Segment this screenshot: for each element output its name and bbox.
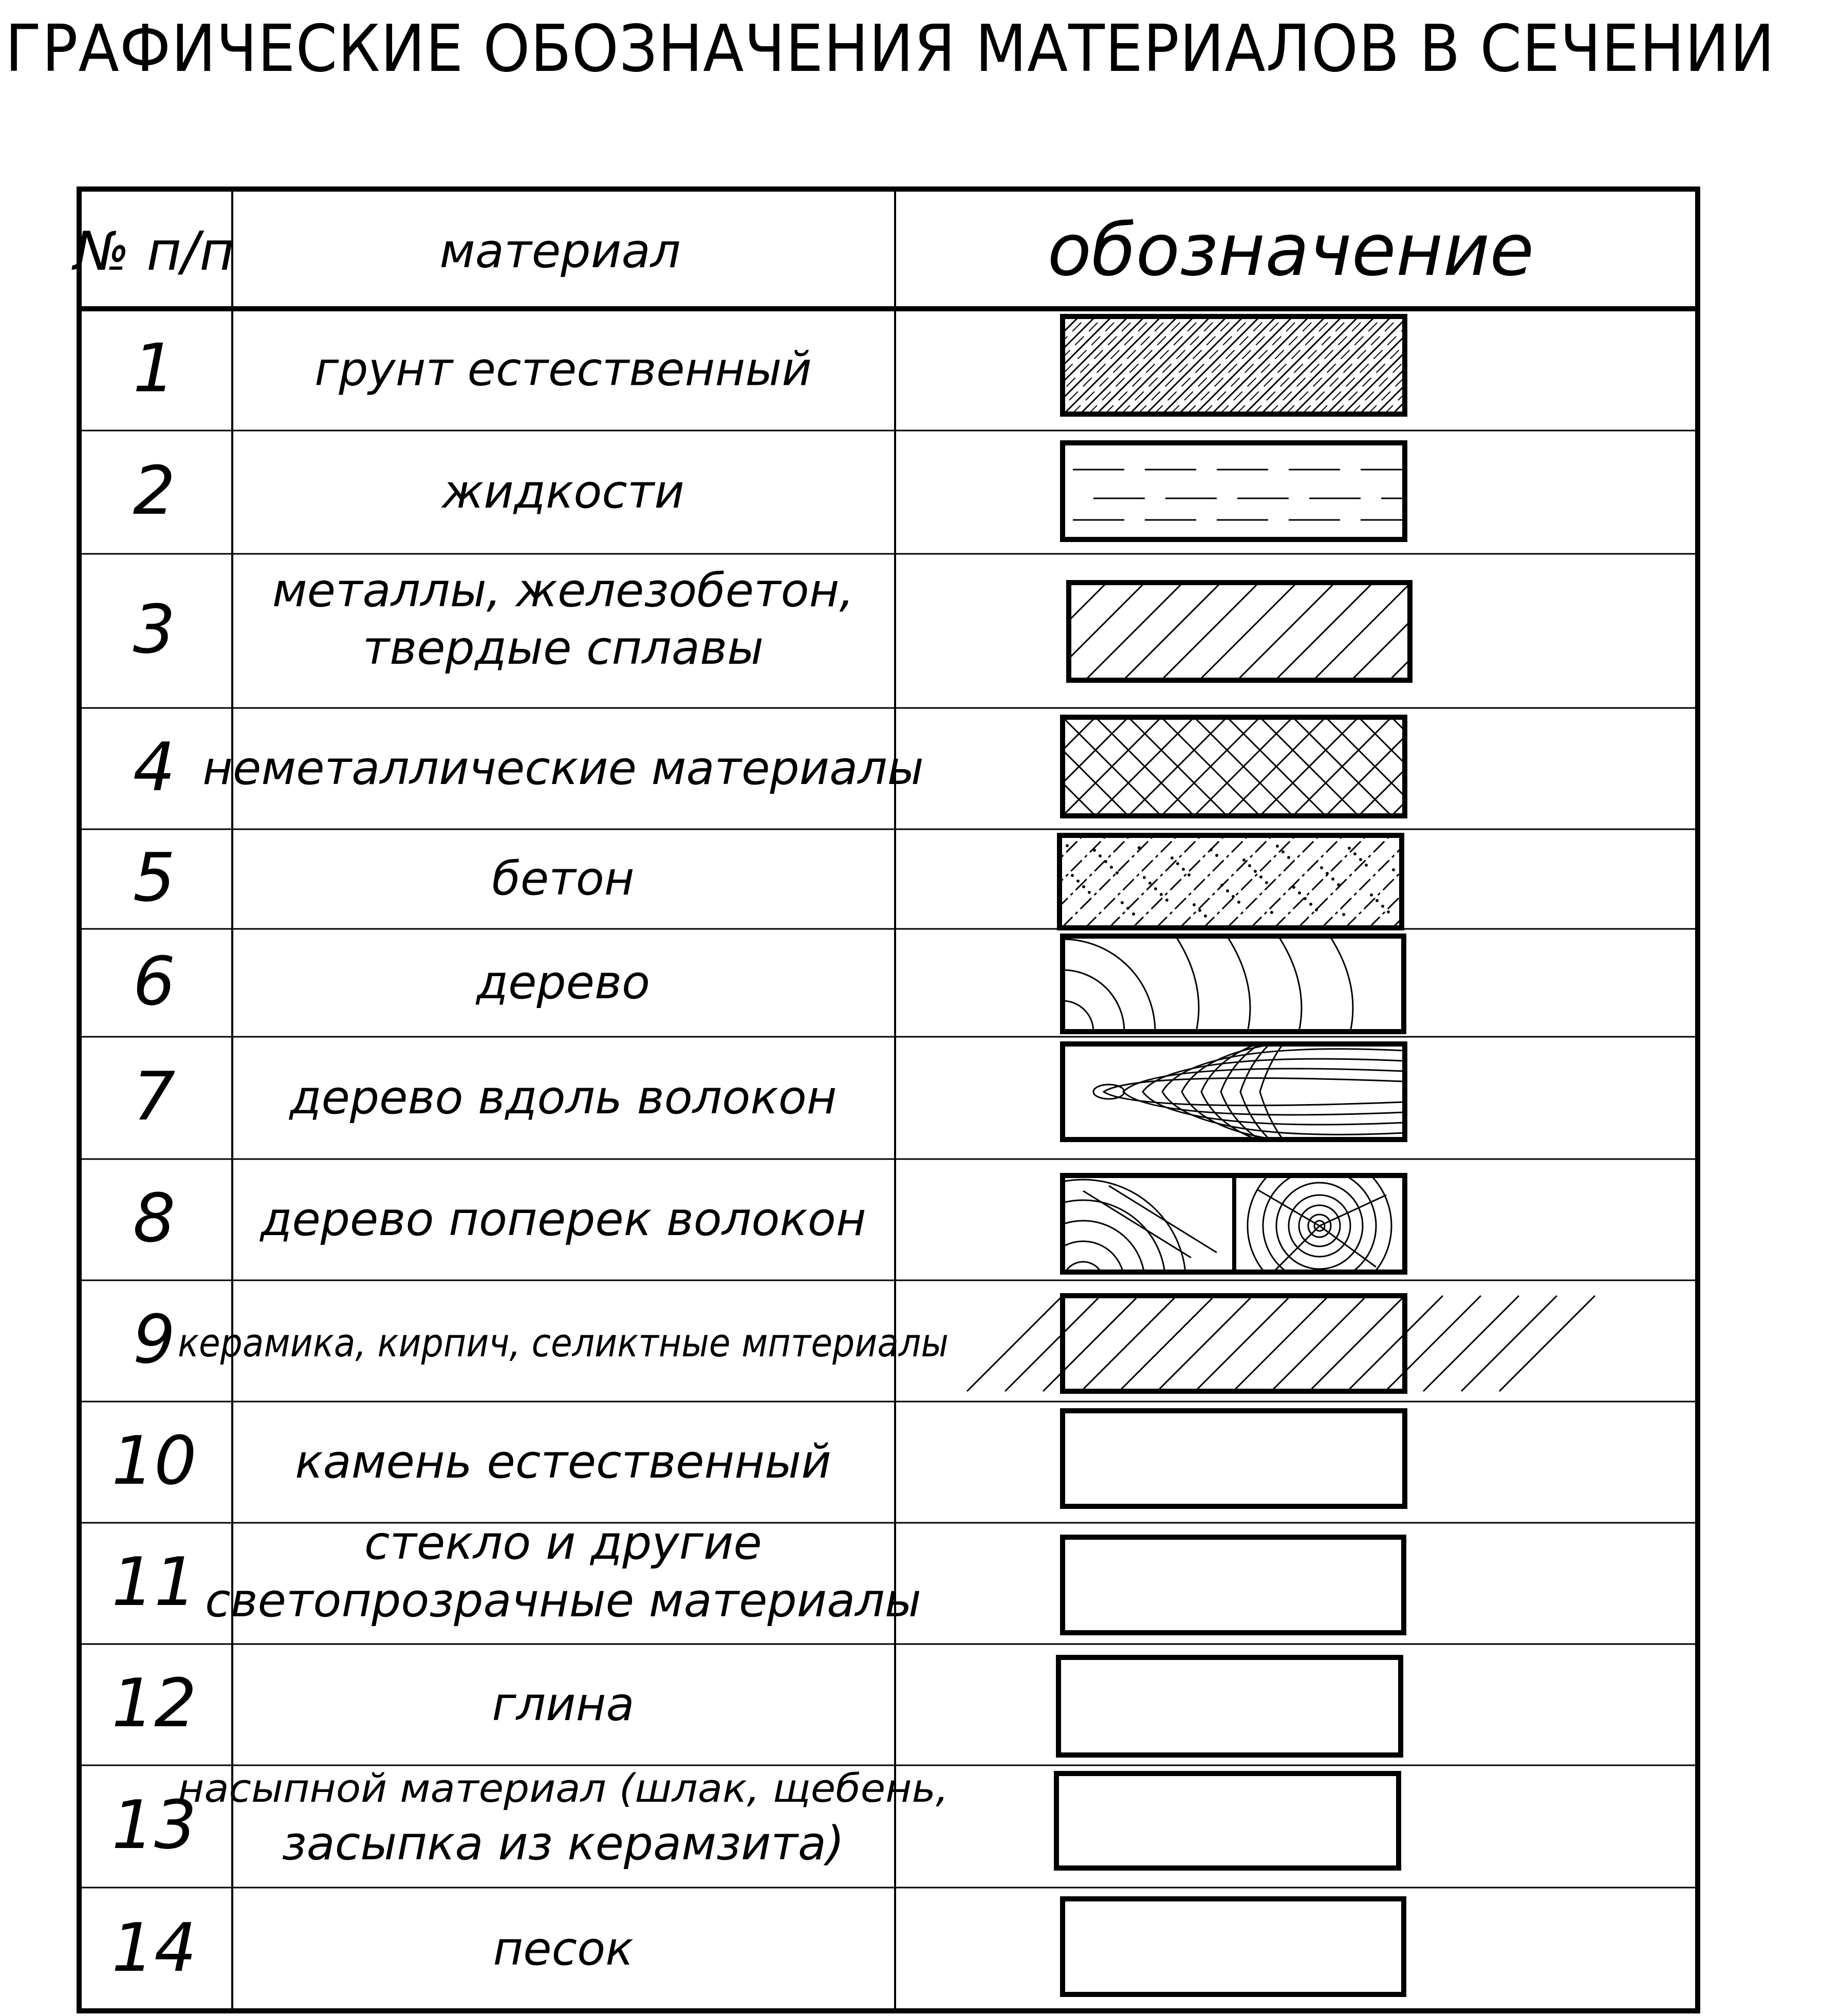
row-number: 8 xyxy=(133,1179,176,1257)
swatch-frame xyxy=(1058,1657,1401,1755)
swatch-wood xyxy=(1063,936,1404,1032)
material-label: дерево вдоль волокон xyxy=(289,1071,837,1125)
material-label: керамика, кирпич, селиктные мптериалы xyxy=(178,1320,949,1366)
swatch-frame xyxy=(1063,1899,1404,1994)
row-number: 12 xyxy=(112,1664,197,1742)
header-material: материал xyxy=(439,223,681,278)
table-rows xyxy=(112,329,949,1987)
row-number: 9 xyxy=(133,1300,176,1378)
material-label: жидкости xyxy=(442,465,684,519)
swatch-glass xyxy=(1063,1537,1438,1633)
swatch-wood-along xyxy=(1063,998,1405,1185)
row-number: 7 xyxy=(133,1057,176,1135)
swatch-metal xyxy=(971,583,1601,680)
material-label: дерево поперек волокон xyxy=(260,1192,866,1246)
header-designation: обозначение xyxy=(1047,209,1534,292)
material-label: неметаллические материалы xyxy=(202,741,924,795)
page-title: ГРАФИЧЕСКИЕ ОБОЗНАЧЕНИЯ МАТЕРИАЛОВ В СЕЧЕНИИ xyxy=(5,11,1775,86)
material-label: камень естественный xyxy=(295,1435,831,1489)
material-label: засыпка из керамзита) xyxy=(282,1817,845,1871)
material-label: насыпной материал (шлак, щебень, xyxy=(178,1765,949,1811)
material-label: металлы, железобетон, xyxy=(272,564,854,618)
row-number: 5 xyxy=(133,838,176,917)
swatch-clay xyxy=(1012,1642,1459,1847)
material-label: твердые сплавы xyxy=(362,621,764,675)
material-label: бетон xyxy=(492,852,635,906)
material-label: стекло и другие xyxy=(364,1516,762,1570)
row-number: 13 xyxy=(112,1786,197,1864)
row-number: 14 xyxy=(112,1909,197,1987)
row-number: 4 xyxy=(133,728,176,806)
swatch-bulk xyxy=(1056,1774,1426,1868)
header-number: № п/п xyxy=(73,220,235,283)
swatch-concrete xyxy=(967,835,1580,928)
hatch-swatches xyxy=(964,316,1601,1994)
swatch-liquid xyxy=(1063,443,1433,539)
row-number: 1 xyxy=(133,329,176,407)
swatch-stone xyxy=(1063,1411,1448,1506)
swatch-wood-across xyxy=(980,1154,1405,1385)
swatch-ceramic xyxy=(967,1296,1595,1391)
material-label: песок xyxy=(493,1922,634,1976)
material-label: светопрозрачные материалы xyxy=(205,1574,921,1628)
swatch-frame xyxy=(1063,443,1405,539)
swatch-frame xyxy=(1063,1411,1405,1506)
row-number: 6 xyxy=(133,942,176,1020)
row-number: 3 xyxy=(133,590,176,668)
row-separators xyxy=(79,431,1698,1888)
swatch-frame xyxy=(1063,1044,1405,1140)
material-label: дерево xyxy=(476,956,651,1010)
swatch-frame xyxy=(1063,1537,1404,1633)
material-label: глина xyxy=(492,1677,635,1731)
swatch-frame xyxy=(1056,1774,1399,1868)
swatch-sand xyxy=(1063,1899,1404,1994)
material-label: грунт естественный xyxy=(314,342,812,397)
row-number: 2 xyxy=(133,452,176,530)
swatch-soil xyxy=(965,316,1597,414)
swatch-nonmetal xyxy=(964,717,1589,816)
row-number: 11 xyxy=(112,1543,197,1621)
row-number: 10 xyxy=(112,1422,197,1500)
